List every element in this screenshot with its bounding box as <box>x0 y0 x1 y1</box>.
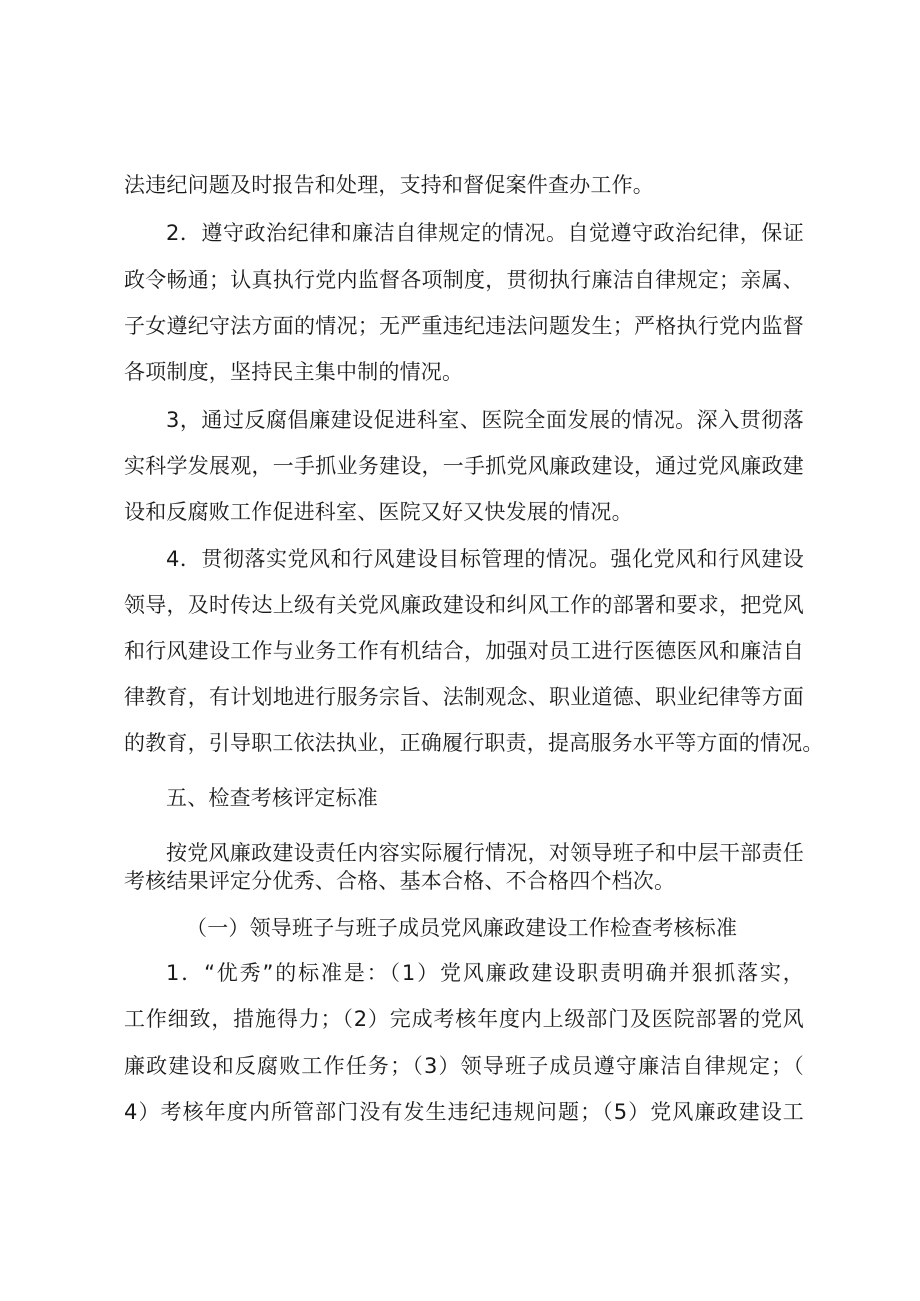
excellent-standard-line: 4）考核年度内所管部门没有发生违纪违规问题；（5）党风廉政建设工 <box>124 1100 804 1124</box>
excellent-standard-line: 1．“优秀”的标准是：（1）党风廉政建设职责明确并狠抓落实， <box>166 961 804 985</box>
paragraph-4-line: 律教育，有计划地进行服务宗旨、法制观念、职业道德、职业纪律等方面 <box>124 685 804 709</box>
paragraph-2-line: 子女遵纪守法方面的情况；无严重违纪违法问题发生；严格执行党内监督 <box>124 314 804 338</box>
paragraph-4-line: 的教育，引导职工依法执业，正确履行职责，提高服务水平等方面的情况。 <box>124 731 824 755</box>
paragraph-3-line: 实科学发展观，一手抓业务建设，一手抓党风廉政建设，通过党风廉政建 <box>124 454 804 478</box>
paragraph-3-line: 3，通过反腐倡廉建设促进科室、医院全面发展的情况。深入贯彻落 <box>166 408 804 432</box>
standard-intro-line: 考核结果评定分优秀、合格、基本合格、不合格四个档次。 <box>124 869 676 893</box>
paragraph-4-line: 4．贯彻落实党风和行风建设目标管理的情况。强化党风和行风建设 <box>166 547 804 571</box>
text-line: 法违纪问题及时报告和处理，支持和督促案件查办工作。 <box>124 173 654 197</box>
paragraph-2-line: 各项制度，坚持民主集中制的情况。 <box>124 360 464 384</box>
standard-intro-line: 按党风廉政建设责任内容实际履行情况，对领导班子和中层干部责任 <box>166 841 804 865</box>
subsection-heading: （一）领导班子与班子成员党风廉政建设工作检查考核标准 <box>186 916 738 940</box>
paragraph-2-line: 政令畅通；认真执行党内监督各项制度，贯彻执行廉洁自律规定；亲属、 <box>124 268 804 292</box>
paragraph-2-line: 2．遵守政治纪律和廉洁自律规定的情况。自觉遵守政治纪律，保证 <box>166 221 804 245</box>
section-heading: 五、检查考核评定标准 <box>166 786 378 810</box>
excellent-standard-line: 廉政建设和反腐败工作任务；（3）领导班子成员遵守廉洁自律规定；（ <box>124 1054 804 1078</box>
paragraph-3-line: 设和反腐败工作促进科室、医院又好又快发展的情况。 <box>124 500 633 524</box>
paragraph-4-line: 领导，及时传达上级有关党风廉政建设和纠风工作的部署和要求，把党风 <box>124 593 804 617</box>
excellent-standard-line: 工作细致，措施得力；（2）完成考核年度内上级部门及医院部署的党风 <box>124 1007 804 1031</box>
paragraph-4-line: 和行风建设工作与业务工作有机结合，加强对员工进行医德医风和廉洁自 <box>124 639 804 663</box>
